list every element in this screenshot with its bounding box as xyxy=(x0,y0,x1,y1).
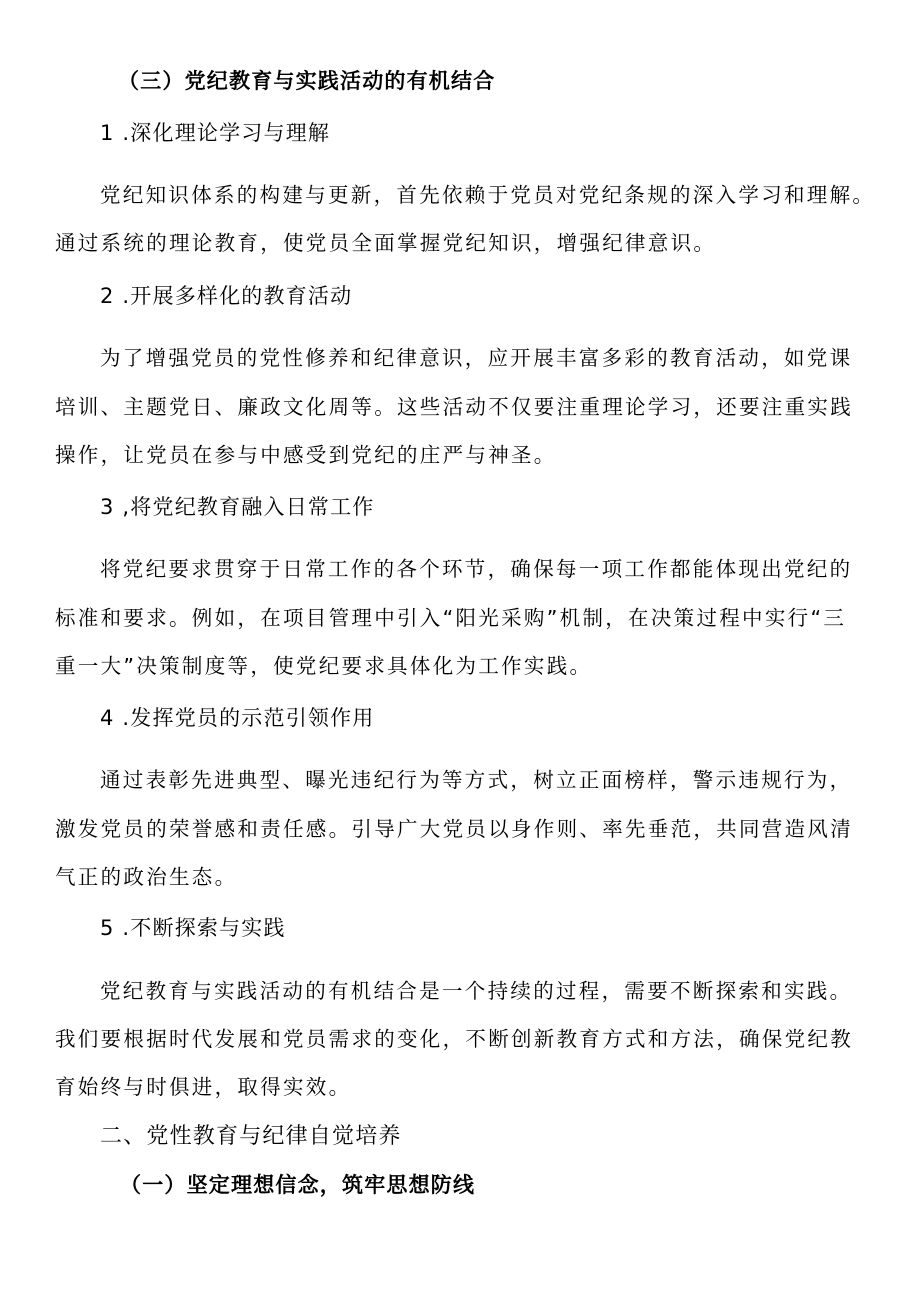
item-heading: 1 .深化理论学习与理解 xyxy=(100,121,331,145)
paragraph-line: 通过系统的理论教育，使党员全面掌握党纪知识，增强纪律意识。 xyxy=(55,231,717,255)
paragraph-line: 激发党员的荣誉感和责任感。引导广大党员以身作则、率先垂范，共同营造风清 xyxy=(55,817,853,841)
paragraph-line: 通过表彰先进典型、曝光违纪行为等方式，树立正面榜样，警示违规行为， xyxy=(100,768,853,792)
paragraph-line: 将党纪要求贯穿于日常工作的各个环节，确保每一项工作都能体现出党纪的 xyxy=(100,557,853,581)
paragraph-line: 为了增强党员的党性修养和纪律意识，应开展丰富多彩的教育活动，如党课 xyxy=(100,346,853,370)
item-heading: 5 .不断探索与实践 xyxy=(100,916,286,940)
paragraph-line: 党纪教育与实践活动的有机结合是一个持续的过程，需要不断探索和实践。 xyxy=(100,979,853,1003)
paragraph-line: 气正的政治生态。 xyxy=(55,865,238,889)
paragraph-line: 标准和要求。例如，在项目管理中引入“阳光采购”机制，在决策过程中实行“三 xyxy=(55,606,847,630)
section-heading: （一）坚定理想信念，筑牢思想防线 xyxy=(120,1173,476,1197)
paragraph-line: 育始终与时俱进，取得实效。 xyxy=(55,1075,352,1099)
paragraph-line: 培训、主题党日、廉政文化周等。这些活动不仅要注重理论学习，还要注重实践 xyxy=(55,395,853,419)
paragraph-line: 我们要根据时代发展和党员需求的变化，不断创新教育方式和方法，确保党纪教 xyxy=(55,1027,853,1051)
item-heading: 4 .发挥党员的示范引领作用 xyxy=(100,706,375,730)
item-heading: 2 .开展多样化的教育活动 xyxy=(100,284,353,308)
paragraph-line: 重一大”决策制度等，使党纪要求具体化为工作实践。 xyxy=(55,654,593,678)
item-heading: 3 ,将党纪教育融入日常工作 xyxy=(100,495,375,519)
paragraph-line: 操作，让党员在参与中感受到党纪的庄严与神圣。 xyxy=(55,443,557,467)
paragraph-line: 党纪知识体系的构建与更新，首先依赖于党员对党纪条规的深入学习和理解。 xyxy=(100,183,876,207)
chapter-heading: 二、党性教育与纪律自觉培养 xyxy=(100,1124,402,1149)
section-heading: （三）党纪教育与实践活动的有机结合 xyxy=(118,69,496,93)
